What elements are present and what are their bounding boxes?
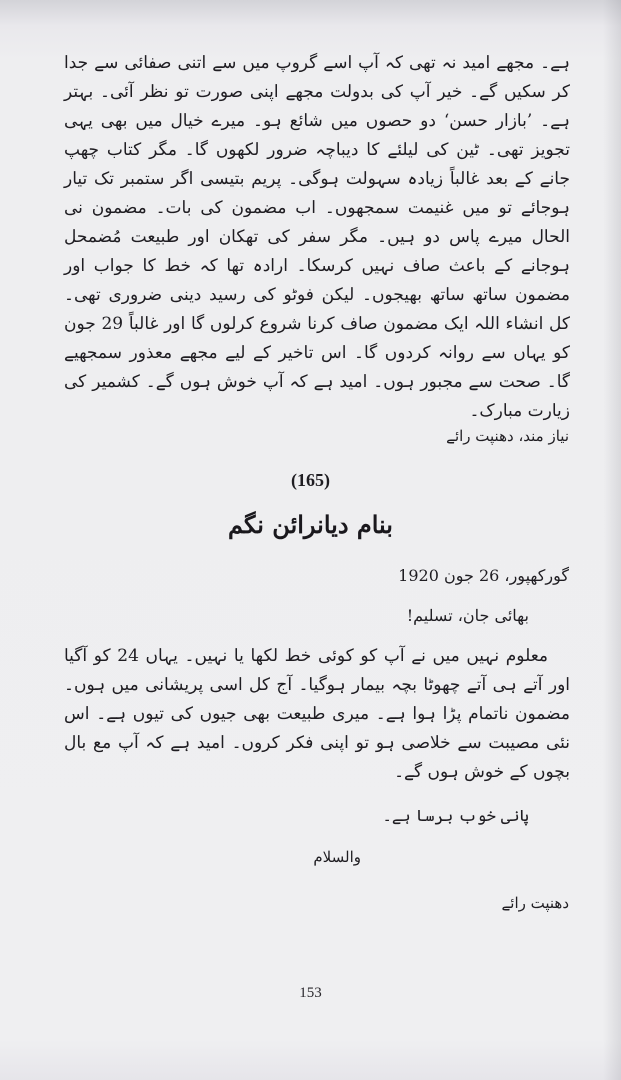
letter-164-body xyxy=(64,49,570,426)
letter-165-signature: دھنپت رائے xyxy=(501,894,569,912)
letter-valediction: والسلام xyxy=(313,848,361,866)
page-gutter-shadow xyxy=(603,0,621,1080)
page-number: 153 xyxy=(299,985,322,1001)
letter-165-body xyxy=(64,642,570,787)
letter-number: (165) xyxy=(291,470,330,490)
letter-postscript: پانی خوب برسا ہے۔ xyxy=(382,806,529,825)
letter-164-signature: نیاز مند، دھنپت رائے xyxy=(446,427,569,445)
letter-164-paragraph: ہے۔ مجھے امید نہ تھی کہ آپ اسے گروپ میں سے اتنی صفائی سے جدا کر سکیں گے۔ خیر آپ کی بدولت مجھے اپنی صورت تو نظر آئی۔ بہتر ہے۔ ’بازار حسن‘ دو حصوں میں شائع ہو۔ میرے خیال میں بھی یہی تجویز تھی۔ ٹین کی لیلئے کا دیباچہ ضرور لکھوں گا۔ مگر کتاب چھپ جانے کے بعد غالباً زیادہ سہولت ہوگی۔ پریم بتیسی اگر ستمبر تک تیار ہوجائے تو میں غنیمت سمجھوں۔ اب مضمون کی بات۔ مضمون نی الحال میرے پاس دو ہیں۔ مگر سفر کی تھکان اور طبیعت مُضمحل ہوجانے کے باعث صاف نہیں کرسکا۔ ارادہ تھا کہ خط کا جواب اور مضمون ساتھ ساتھ بھیجوں۔ لیکن فوٹو کی رسید دینی ضروری تھی۔ کل انشاء اللہ ایک مضمون صاف کرنا شروع کرلوں گا اور غالباً 29 جون کو یہاں سے روانہ کردوں گا۔ اس تاخیر کے لیے مجھے معذور سمجھیے گا۔ صحت سے مجبور ہوں۔ امید ہے کہ آپ خوش ہوں گے۔ کشمیر کی زیارت مبارک۔ xyxy=(64,53,570,421)
letter-salutation: بھائی جان، تسلیم! xyxy=(406,606,529,625)
letter-heading: بنام دیانرائن نگم xyxy=(228,510,393,539)
letter-dateline: گورکھپور، 26 جون 1920 xyxy=(398,566,569,585)
letter-165-paragraph: معلوم نہیں میں نے آپ کو کوئی خط لکھا یا نہیں۔ یہاں 24 کو آگیا اور آتے ہی آتے چھوٹا بچہ بیمار ہوگیا۔ آج کل اسی پریشانی میں ہوں۔ مضمون ناتمام پڑا ہوا ہے۔ میری طبیعت بھی جیوں کی تیوں ہے۔ اس نئی مصیبت سے خلاصی ہو تو اپنی فکر کروں۔ امید ہے کہ آپ مع بال بچوں کے خوش ہوں گے۔ xyxy=(64,646,570,782)
